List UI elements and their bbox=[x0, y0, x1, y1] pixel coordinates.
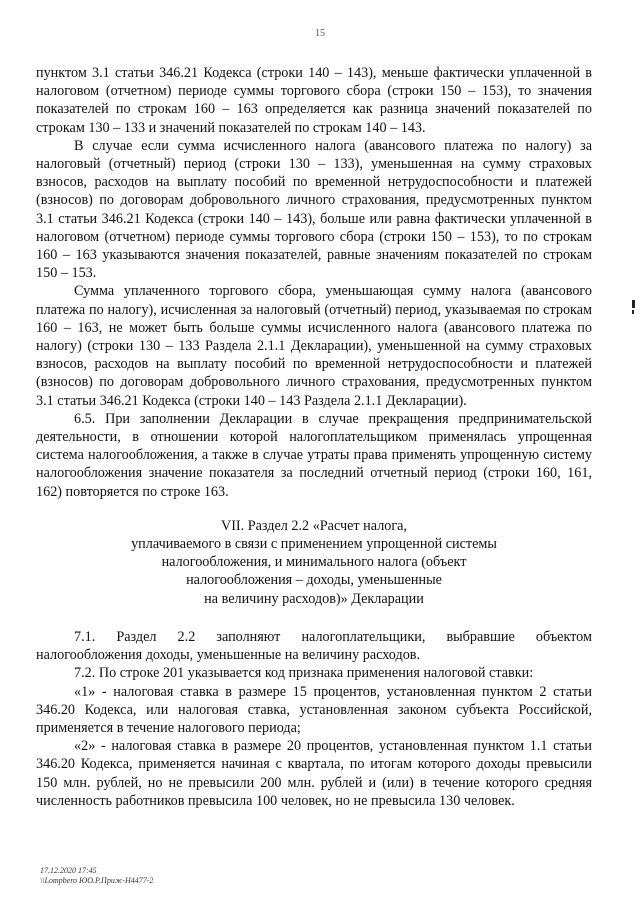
paragraph: 7.1. Раздел 2.2 заполняют налогоплательщики, выбравшие объектом налогообложения доходы, уменьшенные на величину расходов. bbox=[36, 628, 592, 664]
paragraph: В случае если сумма исчисленного налога (авансового платежа по налогу) за налоговый (отчетный) период (строки 130 – 133), уменьшенная на сумму страховых взносов, расходов на выплату пособий по временной нетрудоспособности и платежей (взносов) по договорам добровольного личного страхования, предусмотренных пунктом 3.1 статьи 346.21 Кодекса (строки 140 – 143), больше или равна фактически уплаченной в налоговом (отчетном) периоде суммы торгового сбора (строки 150 – 153), то по строкам 160 – 163 указываются значения показателей, равные значениям показателей по строкам 150 – 153. bbox=[36, 137, 592, 282]
footer bbox=[40, 866, 153, 886]
paragraph: 6.5. При заполнении Декларации в случае прекращения предпринимательской деятельности, в отношении которой налогоплательщиком применялась упрощенная система налогообложения, а также в случае утраты права применять упрощенную систему налогообложения значение показателя за последний отчетный период (строки 160, 161, 162) повторяется по строке 163. bbox=[36, 410, 592, 500]
heading-line: VII. Раздел 2.2 «Расчет налога, bbox=[220, 517, 408, 534]
paragraph: Сумма уплаченного торгового сбора, уменьшающая сумму налога (авансового платежа по налогу), исчисленная за налоговый (отчетный) период, указываемая по строкам 160 – 163, не может быть больше суммы исчисленного налога (авансового платежа по налогу) (строки 130 – 133 Раздела 2.1.1 Декларации), уменьшенной на сумму страховых взносов, расходов на выплату пособий по временной нетрудоспособности и платежей (взносов) по договорам добровольного личного страхования, предусмотренных пунктом 3.1 статьи 346.21 Кодекса (строки 140 – 143 Раздела 2.1.1 Декларации). bbox=[36, 283, 592, 409]
heading-line: на величину расходов)» Декларации bbox=[204, 590, 424, 607]
paragraph-continuation: пунктом 3.1 статьи 346.21 Кодекса (строки 140 – 143), меньше фактически уплаченной в налоговом (отчетном) периоде суммы торгового сбора (строки 150 – 153), то значения показателей по строкам 160 – 163 определяется как разница значений показателей по строкам 130 – 133 и значений показателей по строкам 140 – 143. bbox=[36, 65, 592, 136]
paragraph: «1» - налоговая ставка в размере 15 процентов, установленная пунктом 2 статьи 346.20 Кодекса, или налоговая ставка, установленная законом субъекта Российской, применяется в течение налогового периода; bbox=[36, 683, 592, 736]
heading-line: уплачиваемого в связи с применением упрощенной системы bbox=[131, 536, 497, 553]
paragraph: 7.2. По строке 201 указывается код признака применения налоговой ставки: bbox=[74, 665, 534, 682]
scan-edge-mark bbox=[632, 310, 634, 314]
document-body bbox=[36, 64, 592, 810]
heading-line: налогообложения – доходы, уменьшенные bbox=[186, 572, 442, 589]
footer-date: 17.12.2020 17:45 bbox=[40, 866, 97, 875]
scan-edge-mark bbox=[632, 300, 635, 308]
paragraph: «2» - налоговая ставка в размере 20 процентов, установленная пунктом 1.1 статьи 346.20 Кодекса, применяется начиная с квартала, по итогам которого доходы превысили 150 млн. рублей, но не превысили 200 млн. рублей и (или) в течение которого средняя численность работников превысила 100 человек, но не превысила 130 человек. bbox=[36, 738, 592, 809]
footer-author: \\Lompbero ЮО.Р.Приж-Н4477-2 bbox=[40, 876, 154, 885]
heading-line: налогообложения, и минимального налога (объект bbox=[161, 554, 467, 571]
section-heading bbox=[36, 517, 592, 608]
page-number: 15 bbox=[315, 28, 325, 39]
